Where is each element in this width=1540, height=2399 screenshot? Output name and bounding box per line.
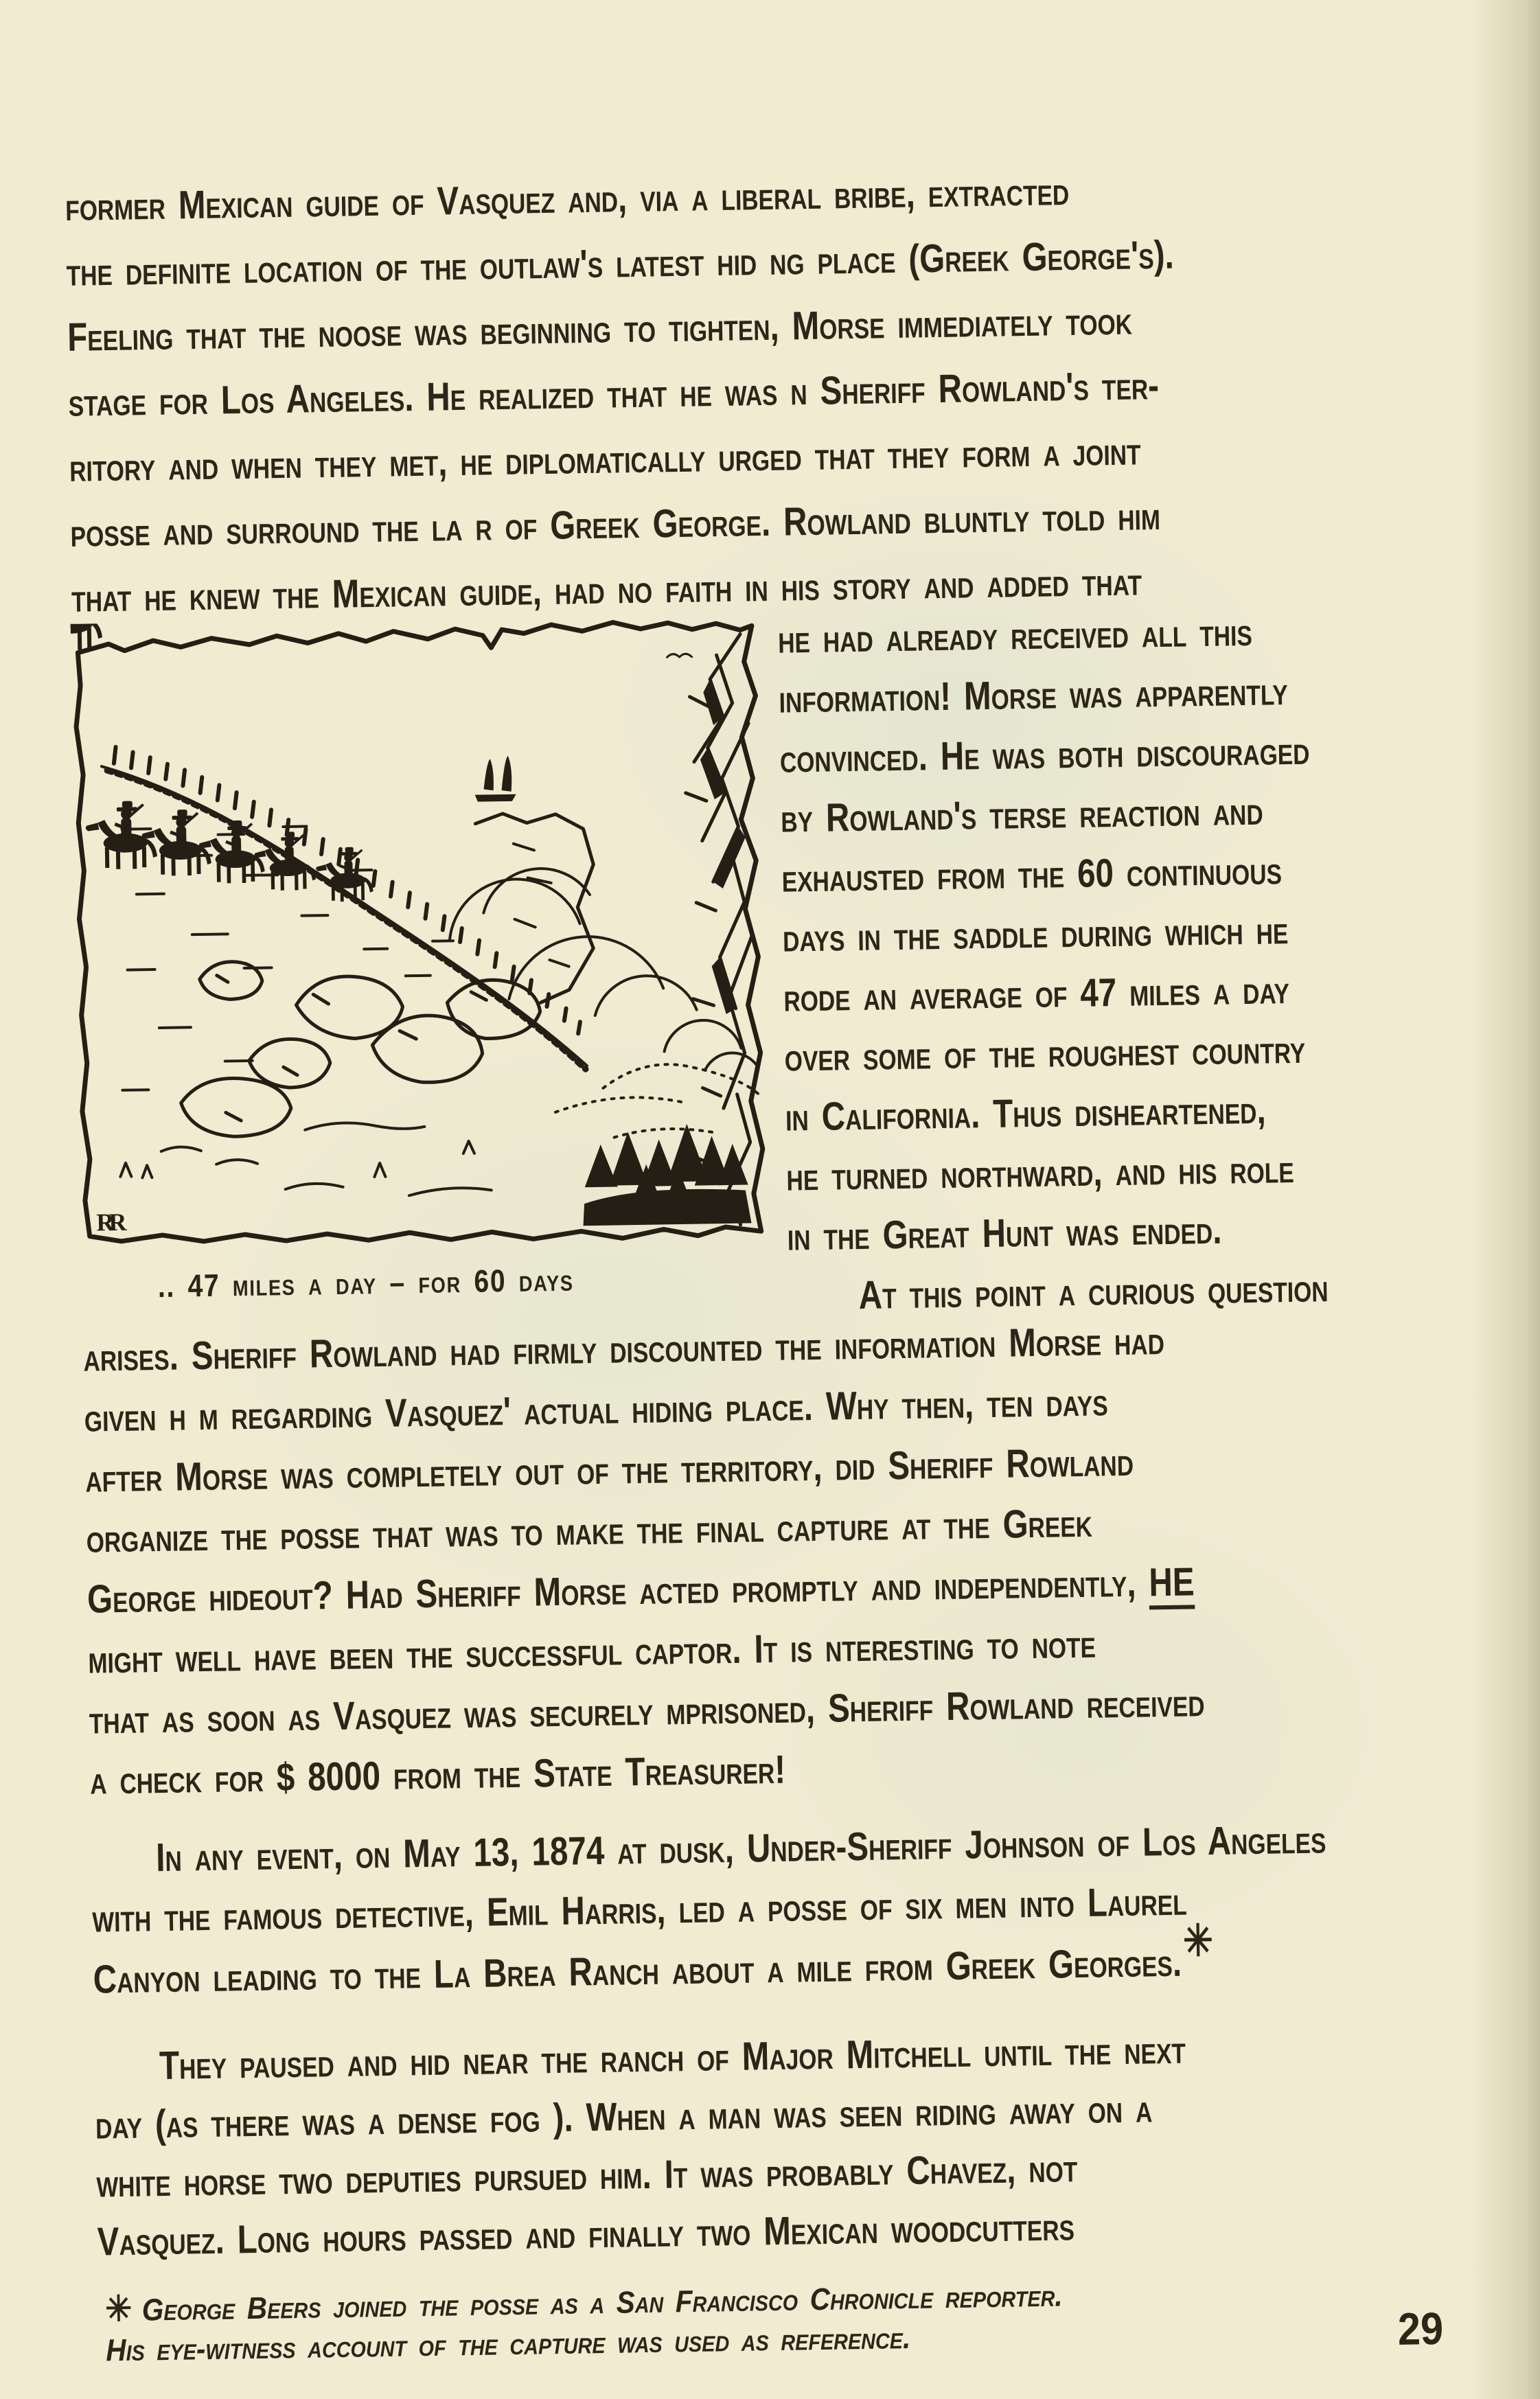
bushes: [474, 756, 516, 802]
bird-icon: [667, 654, 692, 657]
page-number: 29: [1397, 2302, 1444, 2354]
text-line: exhausted from the 60 continuous: [781, 848, 1283, 901]
text-line: organize the posse that was to make the final capture at the Greek: [86, 1500, 1093, 1561]
text-line: a check for $ 8000 from the State Treasurer!: [89, 1747, 786, 1803]
footnote-line: His eye-witness account of the capture was used as reference.: [105, 2319, 911, 2368]
text-line: by Rowland's terse reaction and: [780, 788, 1264, 841]
posse-illustration: [71, 613, 770, 1256]
paragraph-4: [94, 2021, 1188, 2271]
text-line: after Morse was completely out of the territory, did Sheriff Rowland: [84, 1439, 1134, 1501]
boulders: [179, 957, 542, 1138]
text-segment: George hideout? Had Sheriff Morse acted promptly and independently,: [87, 1560, 1150, 1622]
text-line: At this point a curious question: [858, 1265, 1329, 1318]
ground-marks: [119, 1121, 492, 1200]
pine-trees: [582, 1123, 751, 1226]
right-column: [778, 601, 1329, 1326]
footnote-reference-star-icon: ✳: [1182, 1916, 1214, 1966]
text-line: over some of the roughest country: [784, 1026, 1306, 1080]
text-line: white horse two deputies pursued him. It was probably Chavez, not: [95, 2146, 1078, 2206]
figure-caption: .. 47 miles a day – for 60 days: [157, 1261, 575, 1305]
outcrop-hatch: [514, 843, 569, 967]
footnote: [105, 2274, 1064, 2371]
footnote-star-icon: ✳: [104, 2288, 133, 2329]
text-segment: Canyon leading to the La Brea Ranch about a mile from Greek Georges.: [93, 1940, 1182, 2002]
footnote-text: George Beers joined the posse as a San Francisco Chronicle reporter.: [141, 2277, 1063, 2328]
paragraph-3: [91, 1809, 1328, 2009]
text-line: he turned northward, and his role: [785, 1147, 1295, 1200]
text-line: might well have been the successful captor. It is nteresting to note: [87, 1621, 1096, 1682]
text-line: posse and surround the la r of Greek George. Rowland bluntly told him: [70, 493, 1161, 555]
text-line: the definite location of the outlaw's latest hid ng place (Greek George's).: [66, 232, 1175, 295]
paragraph-1: [65, 157, 1179, 631]
text-line: days in the saddle during which he: [782, 908, 1289, 961]
paragraph-2: [83, 1310, 1206, 1811]
text-line: in California. Thus disheartened,: [785, 1087, 1267, 1140]
text-line: Feeling that the noose was beginning to tighten, Morse immediately took: [67, 298, 1133, 360]
text-line: In any event, on May 13, 1874 at dusk, Under-Sheriff Johnson of Los Angeles: [155, 1817, 1326, 1881]
ridge-line: [102, 759, 587, 1073]
text-line: given h m regarding Vasquez' actual hiding place. Why then, ten days: [84, 1379, 1109, 1440]
text-line: ritory and when they met, he diplomatically urged that they form a joint: [69, 428, 1142, 490]
underlined-word: HE: [1149, 1559, 1195, 1609]
text-line: in the Great Hunt was ended.: [787, 1207, 1222, 1259]
text-line: that as soon as Vasquez was securely mprisoned, Sheriff Rowland received: [89, 1680, 1205, 1743]
text-line: that he knew the Mexican guide, had no faith in his story and added that: [71, 559, 1142, 621]
text-line: arises. Sheriff Rowland had firmly discounted the information Morse had: [82, 1318, 1165, 1380]
distant-hills: [555, 1063, 759, 1138]
text-line: with the famous detective, Emil Harris, led a posse of six men into Laurel: [91, 1879, 1188, 1941]
text-line: he had already received all this: [777, 609, 1253, 662]
text-line: convinced. He was both discouraged: [779, 728, 1310, 781]
text-line: information! Morse was apparently: [779, 669, 1289, 722]
text-line: former Mexican guide of Vasquez and, via a liberal bribe, extracted: [65, 168, 1070, 229]
outcrop: [475, 812, 595, 1004]
text-line: day (as there was a dense fog ). When a man was seen riding away on a: [95, 2086, 1153, 2148]
artist-monogram: RR: [96, 1208, 122, 1237]
text-line: rode an average of 47 miles a day: [783, 967, 1290, 1020]
text-line: They paused and hid near the ranch of Major Mitchell until the next: [159, 2027, 1186, 2089]
text-line: stage for Los Angeles. He realized that he was n Sheriff Rowland's ter-: [68, 363, 1160, 425]
text-line: Vasquez. Long hours passed and finally two Mexican woodcutters: [97, 2204, 1075, 2264]
